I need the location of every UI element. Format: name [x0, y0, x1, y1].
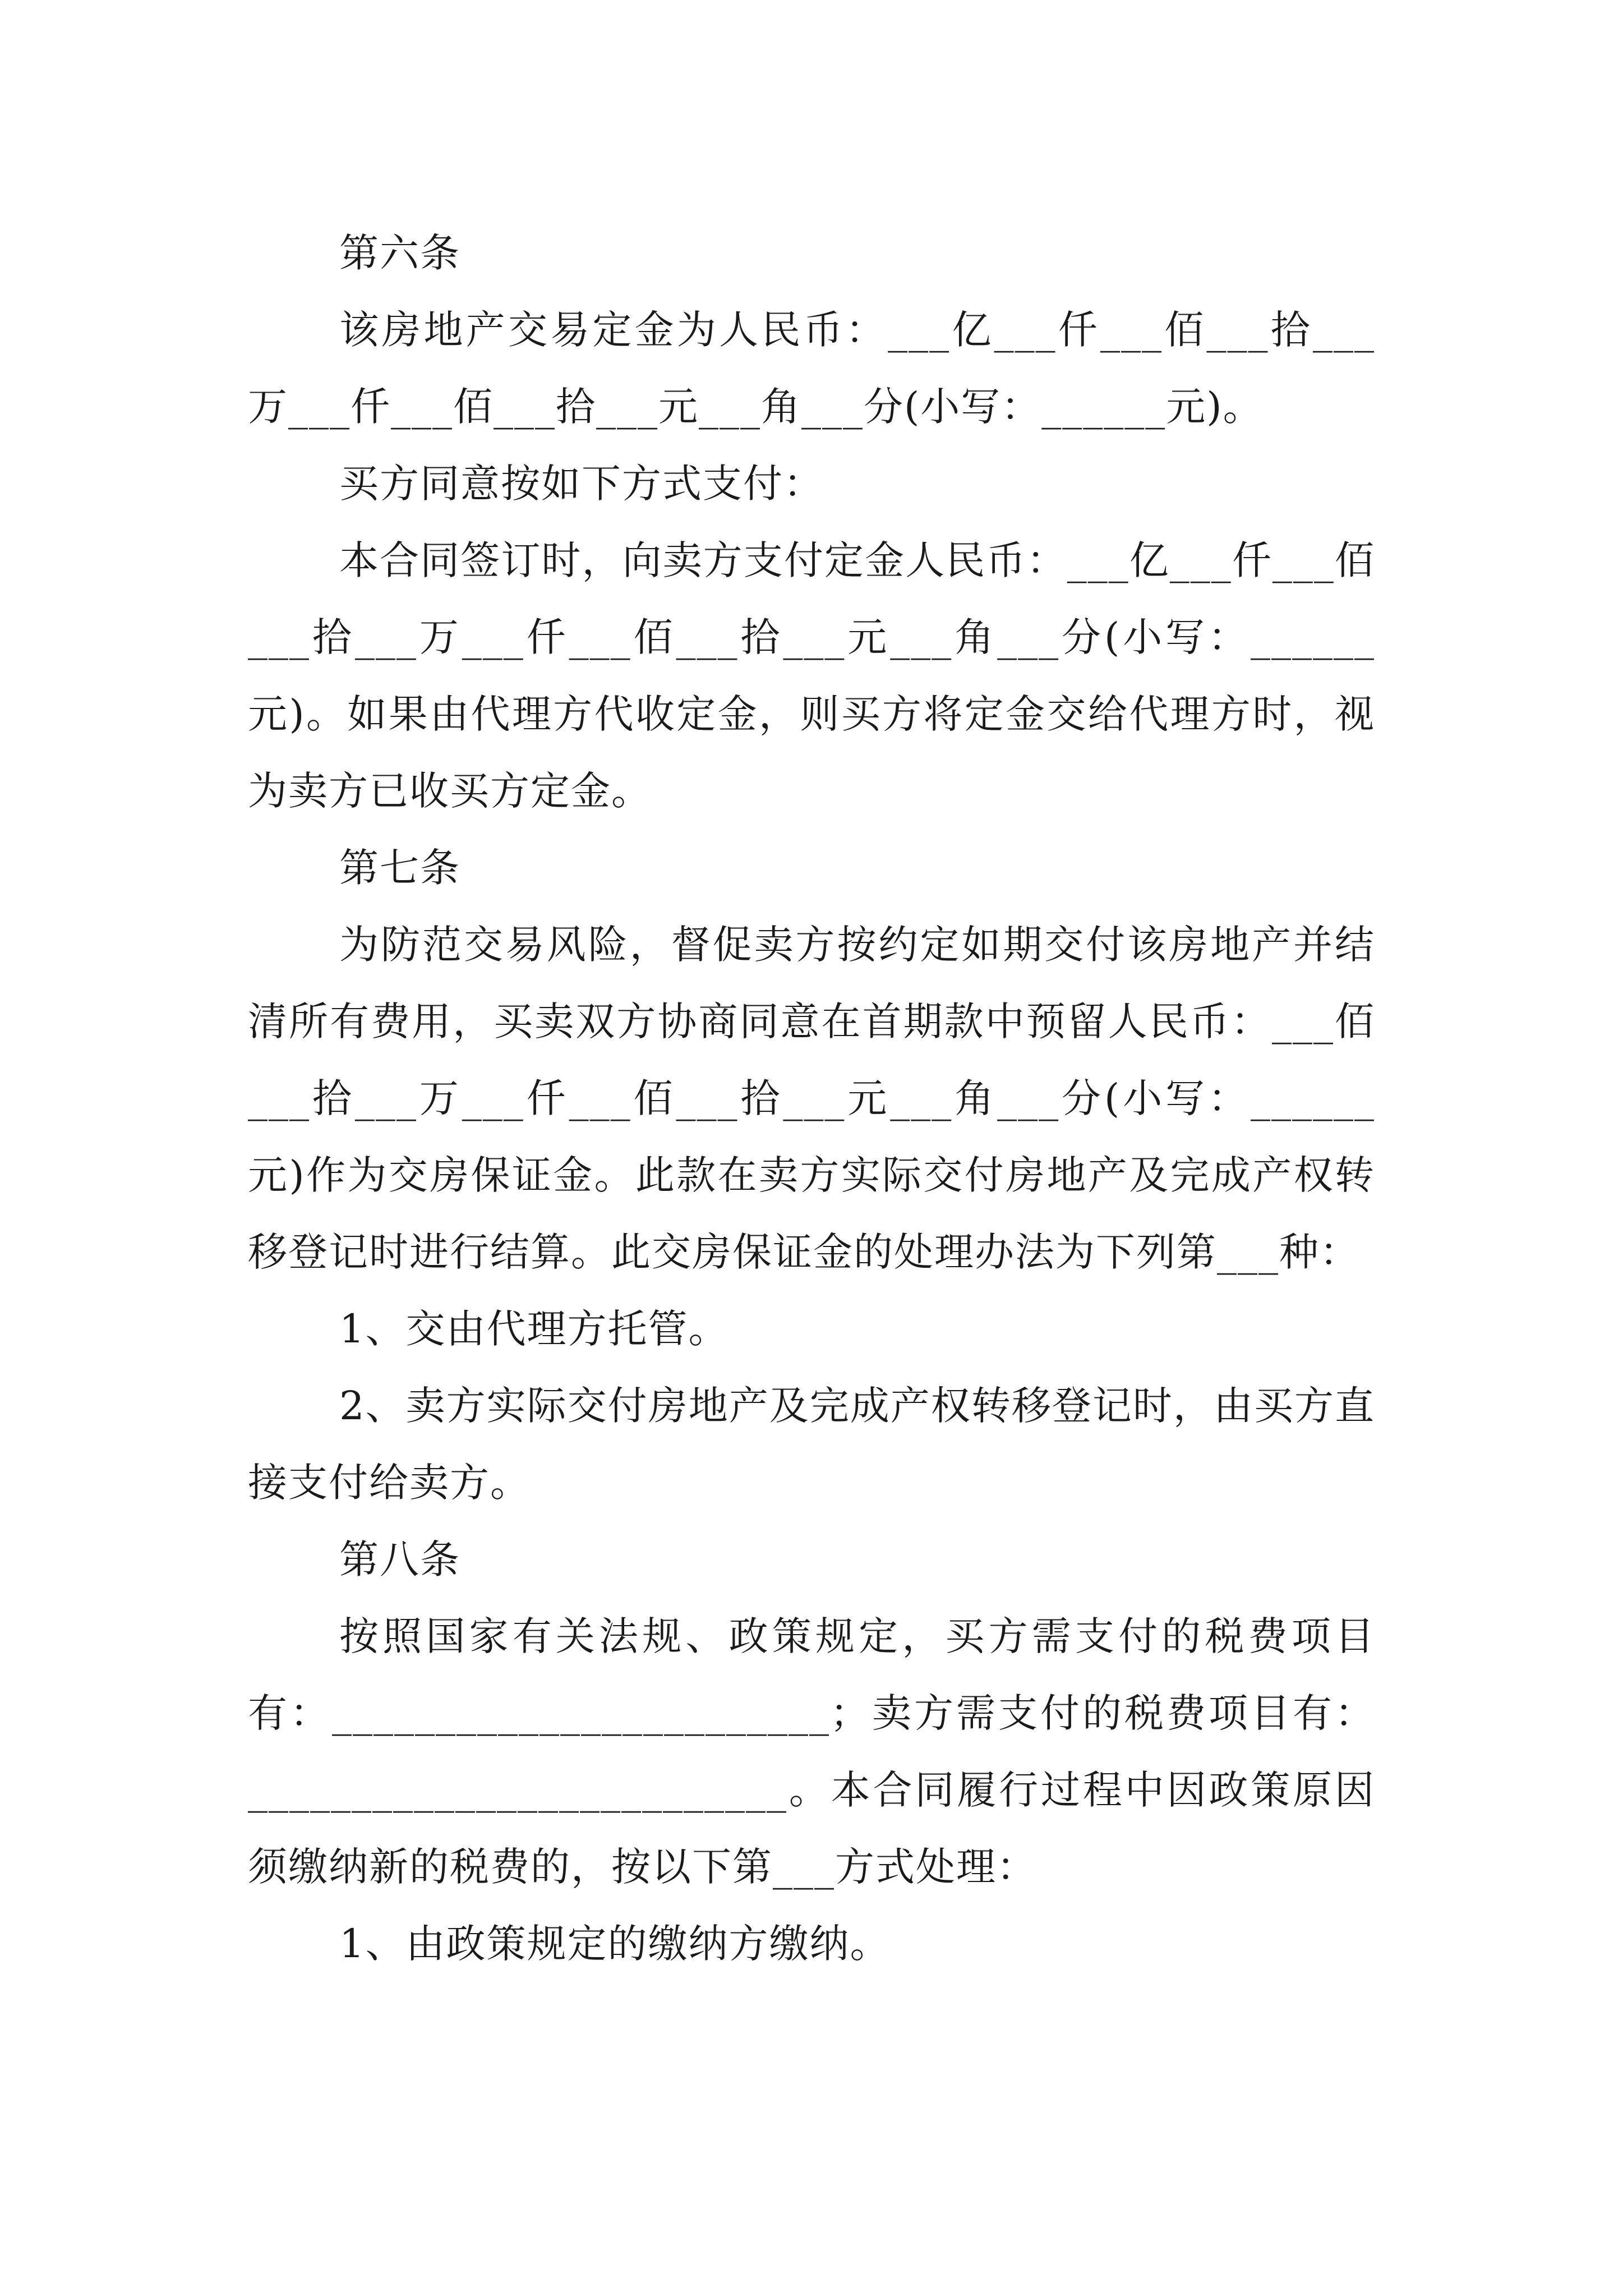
tax-items-paragraph: 按照国家有关法规、政策规定，买方需支付的税费项目有：________________________；卖方需支付的税费项目有：__________________________。本合同履行过程中因政策原因须缴纳新的税费的，按以下第___方式处理： — [248, 1613, 1375, 1890]
tax-option-1-paragraph: 1、由政策规定的缴纳方缴纳。 — [339, 1921, 891, 1967]
article-8-heading: 第八条 — [339, 1536, 460, 1582]
handover-guarantee-paragraph: 为防范交易风险，督促卖方按约定如期交付该房地产并结清所有费用，买卖双方协商同意在首期款中预留人民币：___佰___拾___万___仟___佰___拾___元___角___分(小写：______元)作为交房保证金。此款在卖方实际交付房地产及完成产权转移登记时进行结算。此交房保证金的处理办法为下列第___种： — [248, 922, 1375, 1275]
document-page — [248, 215, 1375, 1982]
article-6-heading: 第六条 — [339, 230, 460, 276]
option-2-paragraph: 2、卖方实际交付房地产及完成产权转移登记时，由买方直接支付给卖方。 — [248, 1383, 1375, 1506]
deposit-amount-paragraph: 该房地产交易定金为人民币：___亿___仟___佰___拾___万___仟___佰___拾___元___角___分(小写：______元)。 — [248, 307, 1375, 430]
article-7-heading: 第七条 — [339, 845, 460, 891]
option-1-paragraph: 1、交由代理方托管。 — [339, 1306, 729, 1352]
payment-method-paragraph: 买方同意按如下方式支付： — [339, 461, 824, 507]
deposit-payment-paragraph: 本合同签订时，向卖方支付定金人民币：___亿___仟___佰___拾___万___仟___佰___拾___元___角___分(小写：______元)。如果由代理方代收定金，则买方将定金交给代理方时，视为卖方已收买方定金。 — [248, 537, 1375, 814]
